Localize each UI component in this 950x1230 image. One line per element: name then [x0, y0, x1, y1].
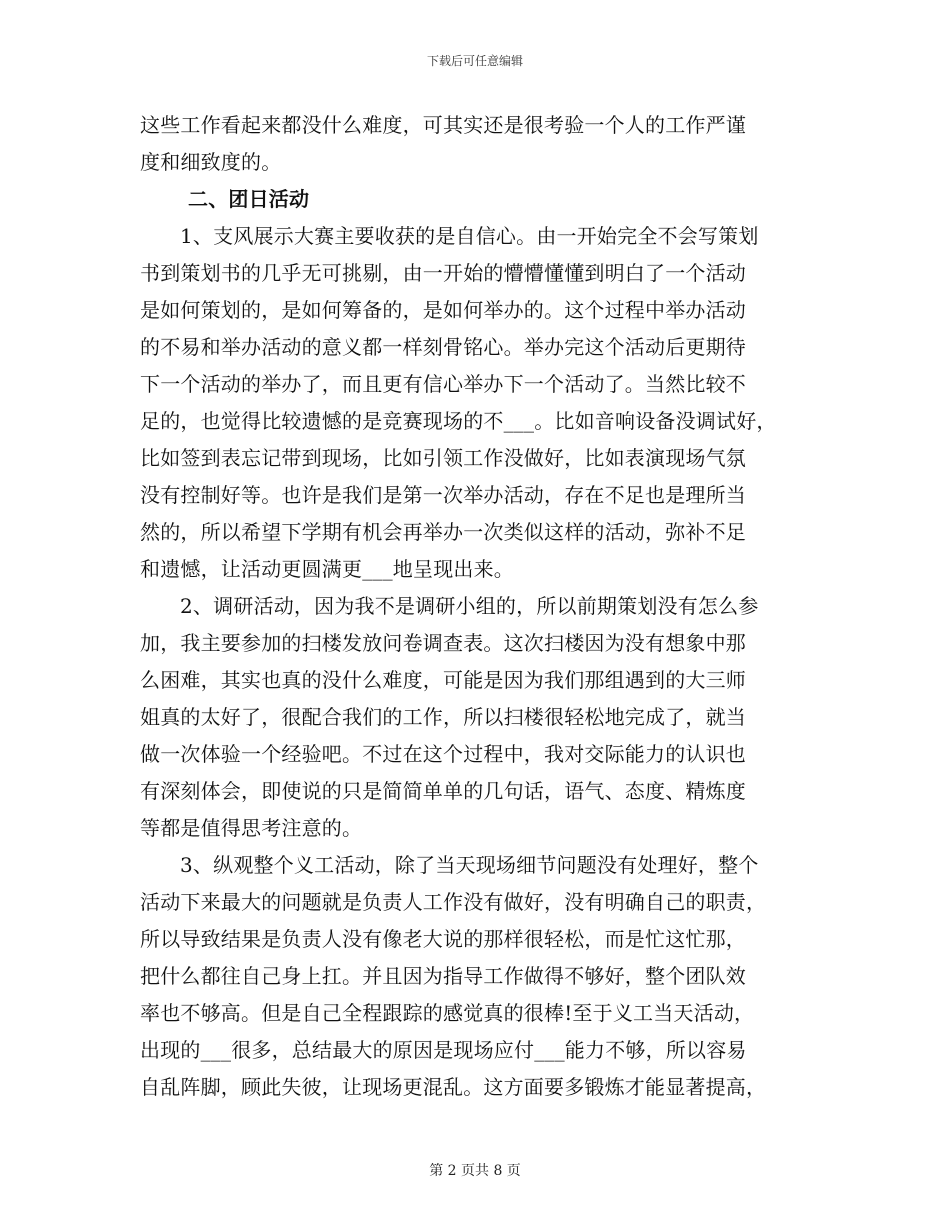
text-line: 和遗憾，让活动更圆满更___地呈现出来。 — [140, 557, 514, 581]
paragraph-first-line: 2、调研活动，因为我不是调研小组的，所以前期策划没有怎么参 — [180, 594, 759, 618]
text-line: 姐真的太好了，很配合我们的工作，所以扫楼很轻松地完成了，就当 — [140, 705, 746, 729]
text-line: 这些工作看起来都没什么难度，可其实还是很考验一个人的工作严谨 — [140, 113, 746, 137]
section-heading: 二、团日活动 — [188, 187, 310, 211]
paragraph-first-line: 1、支风展示大赛主要收获的是自信心。由一开始完全不会写策划 — [180, 224, 759, 248]
text-line: 的不易和举办活动的意义都一样刻骨铭心。举办完这个活动后更期待 — [140, 335, 746, 359]
page-number: 第 2 页共 8 页 — [429, 1163, 521, 1179]
text-line: 然的，所以希望下学期有机会再举办一次类似这样的活动，弥补不足 — [140, 520, 746, 544]
text-line: 是如何策划的，是如何筹备的，是如何举办的。这个过程中举办活动 — [140, 298, 746, 322]
text-line: 比如签到表忘记带到现场，比如引领工作没做好，比如表演现场气氛 — [140, 446, 746, 470]
text-line: 出现的___很多，总结最大的原因是现场应付___能力不够，所以容易 — [140, 1038, 747, 1062]
text-line: 率也不够高。但是自己全程跟踪的感觉真的很棒!至于义工当天活动， — [140, 1001, 755, 1025]
text-line: 下一个活动的举办了，而且更有信心举办下一个活动了。当然比较不 — [140, 372, 746, 396]
text-line: 做一次体验一个经验吧。不过在这个过程中，我对交际能力的认识也 — [140, 742, 746, 766]
text-line: 所以导致结果是负责人没有像老大说的那样很轻松，而是忙这忙那， — [140, 927, 746, 951]
text-line: 有深刻体会，即使说的只是简简单单的几句话，语气、态度、精炼度 — [140, 779, 746, 803]
text-line: 没有控制好等。也许是我们是第一次举办活动，存在不足也是理所当 — [140, 483, 746, 507]
text-line: 等都是值得思考注意的。 — [140, 816, 363, 840]
text-line: 足的，也觉得比较遗憾的是竞赛现场的不___。比如音响设备没调试好， — [140, 409, 777, 433]
text-line: 把什么都往自己身上扛。并且因为指导工作做得不够好，整个团队效 — [140, 964, 746, 988]
text-line: 度和细致度的。 — [140, 150, 282, 174]
download-note: 下载后可任意编辑 — [426, 54, 523, 68]
text-line: 自乱阵脚，顾此失彼，让现场更混乱。这方面要多锻炼才能显著提高， — [140, 1075, 767, 1099]
text-line: 么困难，其实也真的没什么难度，可能是因为我们那组遇到的大三师 — [140, 668, 746, 692]
text-line: 书到策划书的几乎无可挑剔，由一开始的懵懵懂懂到明白了一个活动 — [140, 261, 746, 285]
text-line: 活动下来最大的问题就是负责人工作没有做好，没有明确自己的职责， — [140, 890, 767, 914]
text-line: 加，我主要参加的扫楼发放问卷调查表。这次扫楼因为没有想象中那 — [140, 631, 746, 655]
document-body — [140, 107, 812, 1106]
paragraph-first-line: 3、纵观整个义工活动，除了当天现场细节问题没有处理好，整个 — [180, 853, 759, 877]
